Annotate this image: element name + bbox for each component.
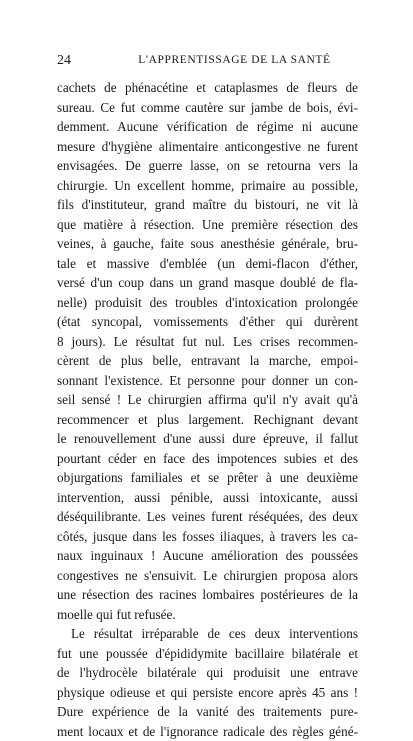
text-line: moelle qui fut refusée. bbox=[57, 605, 358, 625]
text-line: versé d'un coup dans un grand masque doublé de fla- bbox=[57, 273, 358, 293]
body-text bbox=[57, 78, 358, 741]
text-line: 8 jours). Le résultat fut nul. Les crises recommen- bbox=[57, 332, 358, 352]
text-line: ment locaux et de l'ignorance radicale des règles géné- bbox=[57, 722, 358, 741]
text-line: physique odieuse et qui persiste encore après 45 ans ! bbox=[57, 683, 358, 703]
text-line: seil sensé ! Le chirurgien affirma qu'il n'y avait qu'à bbox=[57, 390, 358, 410]
text-line: fils d'instituteur, grand maître du bistouri, ne vit là bbox=[57, 195, 358, 215]
text-line: une résection des racines lombaires postérieures de la bbox=[57, 585, 358, 605]
running-title: L'APPRENTISSAGE DE LA SANTÉ bbox=[112, 54, 357, 66]
text-line: cachets de phénacétine et cataplasmes de fleurs de bbox=[57, 78, 358, 98]
text-line: sureau. Ce fut comme cautère sur jambe de bois, évi- bbox=[57, 98, 358, 118]
text-line: sonnant l'existence. Et personne pour donner un con- bbox=[57, 371, 358, 391]
text-line: que matière à résection. Une première résection des bbox=[57, 215, 358, 235]
text-line: recommencer et plus largement. Rechignant devant bbox=[57, 410, 358, 430]
text-line: le renouvellement d'une aussi dure épreuve, il fallut bbox=[57, 429, 358, 449]
text-line: envisagées. De guerre lasse, on se retourna vers la bbox=[57, 156, 358, 176]
page-number: 24 bbox=[57, 53, 71, 69]
text-line: chirurgie. Un excellent homme, primaire au possible, bbox=[57, 176, 358, 196]
text-line: (état syncopal, vomissements d'éther qui durèrent bbox=[57, 312, 358, 332]
text-line: Le résultat irréparable de ces deux interventions bbox=[57, 624, 358, 644]
text-line: naux inguinaux ! Aucune amélioration des poussées bbox=[57, 546, 358, 566]
text-line: mesure d'hygiène alimentaire anticongestive ne furent bbox=[57, 137, 358, 157]
text-line: Dure expérience de la vanité des traitements pure- bbox=[57, 702, 358, 722]
page-header bbox=[57, 53, 357, 71]
text-line: de l'hydrocèle bilatérale qui produisit une entrave bbox=[57, 663, 358, 683]
text-line: cèrent de plus belle, entravant la marche, empoi- bbox=[57, 351, 358, 371]
text-line: tale et massive d'emblée (un demi-flacon d'éther, bbox=[57, 254, 358, 274]
text-line: congestives ne s'ensuivit. Le chirurgien proposa alors bbox=[57, 566, 358, 586]
text-line: intervention, aussi pénible, aussi intoxicante, aussi bbox=[57, 488, 358, 508]
text-line: déséquilibrante. Les veines furent réséquées, des deux bbox=[57, 507, 358, 527]
text-line: pourtant céder en face des impotences subies et des bbox=[57, 449, 358, 469]
text-line: veines, à gauche, faite sous anesthésie générale, bru- bbox=[57, 234, 358, 254]
text-line: demment. Aucune vérification de régime ni aucune bbox=[57, 117, 358, 137]
text-line: côtés, jusque dans les fosses iliaques, à travers les ca- bbox=[57, 527, 358, 547]
text-line: nelle) produisit des troubles d'intoxication prolongée bbox=[57, 293, 358, 313]
text-line: fut une poussée d'épididymite bacillaire bilatérale et bbox=[57, 644, 358, 664]
text-line: objurgations familiales et se prêter à une deuxième bbox=[57, 468, 358, 488]
